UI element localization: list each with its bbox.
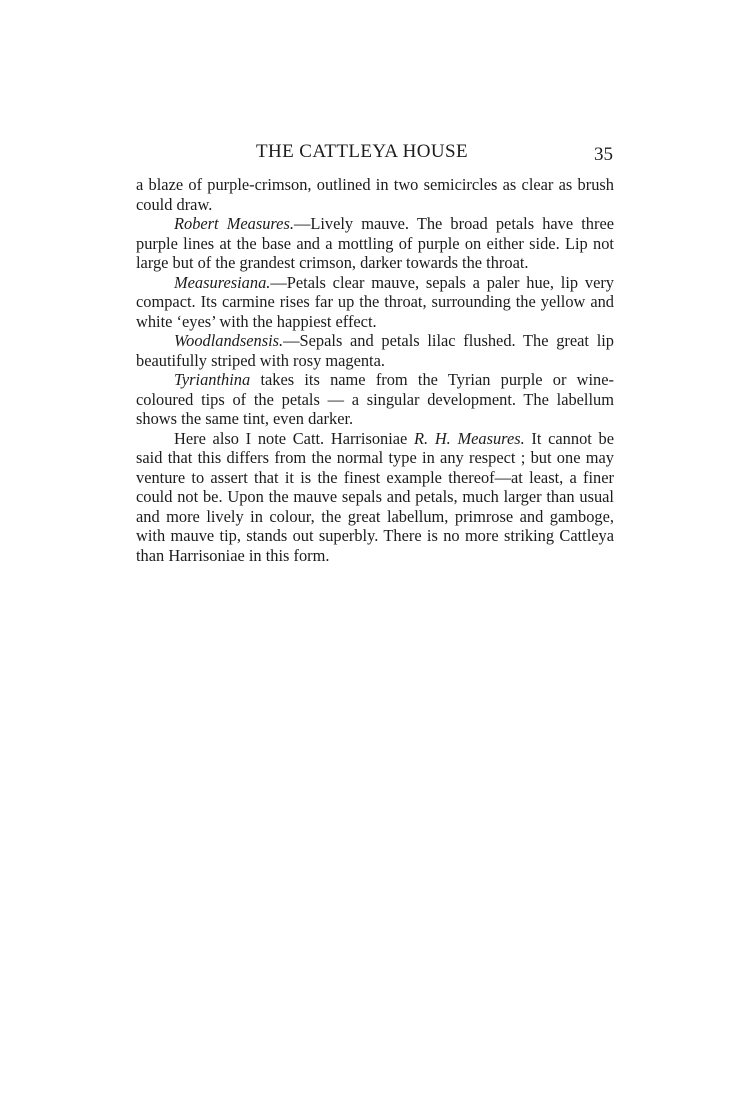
paragraph-harrisoniae <box>136 429 614 566</box>
paragraph-2-description: —Lively mauve. The broad petals have three purple lines at the base and a mottling of purple on either side. Lip not large but of the grandest crimson, darker towards the throat. <box>136 214 615 272</box>
variety-name-woodlandsensis: Woodlandsensis. <box>174 331 284 350</box>
body-text <box>136 175 614 565</box>
variety-name-tyrianthina: Tyrianthina <box>174 370 251 389</box>
running-head <box>0 141 750 167</box>
variety-name-robert-measures: Robert Measures. <box>174 214 294 233</box>
paragraph-6-intro: Here also I note Catt. Harrisoniae <box>174 428 415 448</box>
paragraph-4-description: —Sepals and petals lilac flushed. The great lip beautifully striped with rosy magenta. <box>136 331 614 370</box>
paragraph-5-description: takes its name from the Tyrian purple or wine-coloured tips of the petals — a singular development. The labellum shows the same tint, even darker. <box>136 370 614 428</box>
paragraph-1-run-1: a blaze of purple-crimson, outlined in two semicircles as clear as brush could draw. <box>136 175 614 214</box>
variety-name-measuresiana: Measuresiana. <box>174 272 271 292</box>
running-title: THE CATTLEYA HOUSE <box>256 141 468 162</box>
paragraph-robert-measures <box>136 214 614 273</box>
page-number: 35 <box>594 144 613 165</box>
paragraph-6-description: It cannot be said that this differs from the normal type in any respect ; but one may venture to assert that it is the finest example thereof—at least, a finer could not be. Upon the mauve sepals and petals, much larger than usual and more lively in colour, the great labellum, primrose and gamboge, with mauve tip, stands out superbly. There is no more striking Cattleya than Harrisoniae in this form. <box>136 428 614 565</box>
paragraph-3-description: —Petals clear mauve, sepals a paler hue, lip very compact. Its carmine rises far up the throat, surrounding the yellow and white ‘eyes’ with the happiest effect. <box>136 272 614 331</box>
paragraph-woodlandsensis <box>136 331 614 370</box>
paragraph-tyrianthina <box>136 370 614 429</box>
variety-name-rh-measures: R. H. Measures. <box>414 428 525 448</box>
paragraph-1 <box>136 175 614 214</box>
paragraph-measuresiana <box>136 273 614 332</box>
